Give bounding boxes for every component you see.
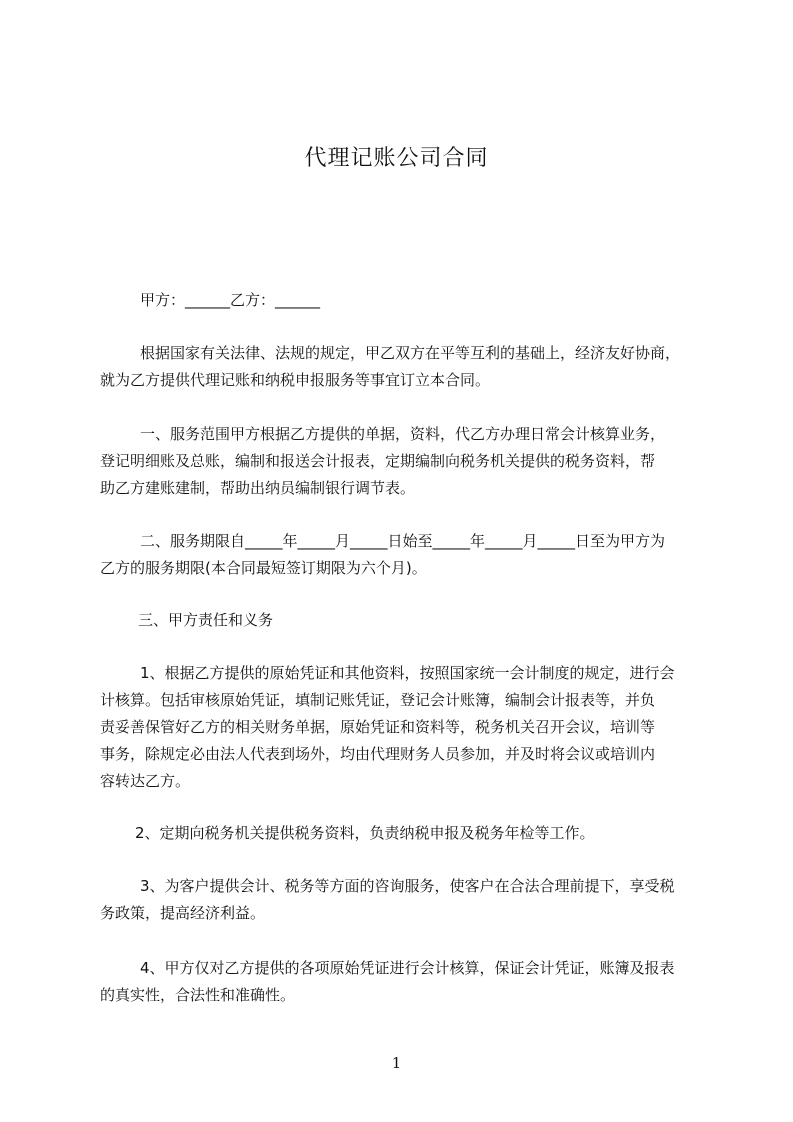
- item-1-line: 责妥善保管好乙方的相关财务单据，原始凭证和资料等，税务机关召开会议，培训等: [100, 718, 656, 736]
- item-1-line: 容转达乙方。: [100, 772, 191, 790]
- scope-line: 登记明细账及总账，编制和报送会计报表，定期编制向税务机关提供的税务资料，帮: [100, 452, 656, 470]
- term-line: 二、服务期限自_____年_____月_____日始至_____年_____月_____日至为甲方为: [140, 532, 666, 550]
- item-3-paragraph: [100, 873, 708, 927]
- parties-line: 甲方：______乙方：______: [140, 291, 321, 309]
- item-4-line: 的真实性，合法性和准确性。: [100, 986, 296, 1004]
- scope-line: 助乙方建账建制，帮助出纳员编制银行调节表。: [100, 479, 416, 497]
- item-3-line: 务政策，提高经济利益。: [100, 904, 266, 922]
- item-3-line: 3、为客户提供会计、税务等方面的咨询服务，使客户在合法合理前提下，享受税: [140, 877, 675, 895]
- item-4-line: 4、甲方仅对乙方提供的各项原始凭证进行会计核算，保证会计凭证，账簿及报表: [140, 959, 675, 977]
- item-1-line: 1、根据乙方提供的原始凭证和其他资料，按照国家统一会计制度的规定，进行会: [140, 664, 675, 682]
- intro-line: 就为乙方提供代理记账和纳税申报服务等事宜订立本合同。: [100, 371, 491, 389]
- item-4-paragraph: [100, 955, 708, 1009]
- document-title: 代理记账公司合同: [304, 146, 489, 171]
- intro-paragraph: [100, 340, 708, 394]
- term-line: 乙方的服务期限(本合同最短签订期限为六个月)。: [100, 559, 427, 577]
- item-1-paragraph: [100, 660, 708, 795]
- item-2-paragraph: 2、定期向税务机关提供税务资料，负责纳税申报及税务年检等工作。: [135, 824, 595, 842]
- service-term-paragraph: [100, 528, 708, 582]
- service-scope-paragraph: [100, 421, 708, 502]
- scope-line: 一、服务范围甲方根据乙方提供的单据，资料，代乙方办理日常会计核算业务，: [140, 425, 666, 443]
- section-3-heading: 三、甲方责任和义务: [138, 611, 274, 629]
- intro-line: 根据国家有关法律、法规的规定，甲乙双方在平等互利的基础上，经济友好协商，: [140, 344, 681, 362]
- page-number: 1: [391, 1054, 402, 1072]
- item-1-line: 事务，除规定必由法人代表到场外，均由代理财务人员参加，并及时将会议或培训内: [100, 745, 656, 763]
- item-1-line: 计核算。包括审核原始凭证，填制记账凭证，登记会计账簿，编制会计报表等，并负: [100, 691, 656, 709]
